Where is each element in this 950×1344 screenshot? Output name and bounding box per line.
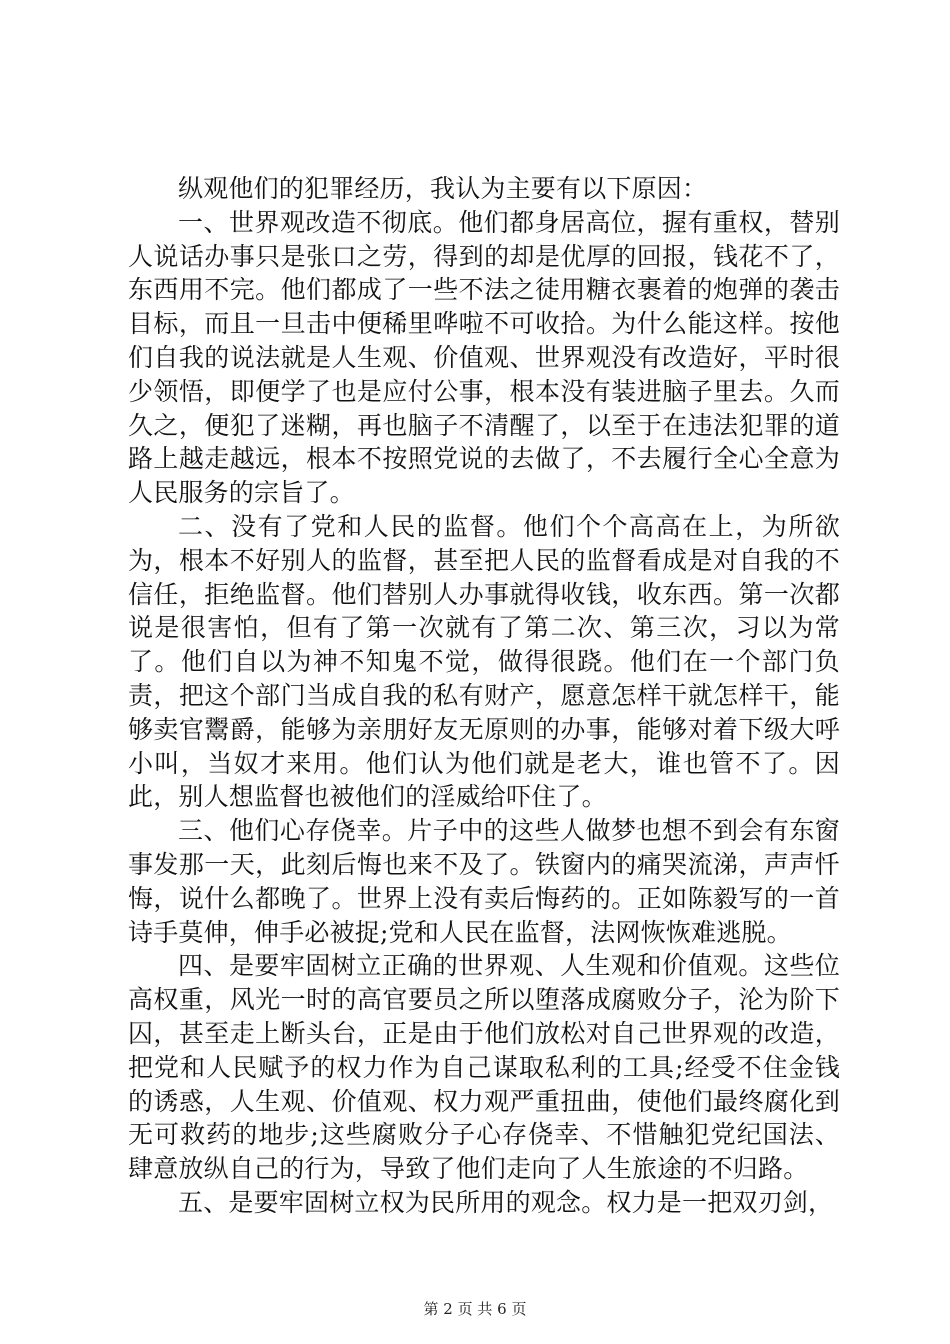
- page-number-footer: 第 2 页 共 6 页: [423, 1300, 527, 1318]
- document-body: [128, 172, 840, 1220]
- paragraph-intro: 纵观他们的犯罪经历，我认为主要有以下原因：: [178, 174, 708, 203]
- paragraph-point-4: 四、是要牢固树立正确的世界观、人生观和价值观。这些位高权重，风光一时的高官要员之所以堕落成腐败分子，沦为阶下囚，甚至走上断头台，正是由于他们放松对自己世界观的改造，把党和人民赋予的权力作为自己谋取私利的工具;经受不住金钱的诱惑，人生观、价值观、权力观严重扭曲，使他们最终腐化到无可救药的地步;这些腐败分子心存侥幸、不惜触犯党纪国法、肆意放纵自己的行为，导致了他们走向了人生旅途的不归路。: [128, 951, 840, 1184]
- paragraph-point-3: 三、他们心存侥幸。片子中的这些人做梦也想不到会有东窗事发那一天，此刻后悔也来不及了。铁窗内的痛哭流涕，声声忏悔，说什么都晚了。世界上没有卖后悔药的。正如陈毅写的一首诗手莫伸，伸手必被捉;党和人民在监督，法网恢恢难逃脱。: [128, 816, 840, 947]
- paragraph-point-1: 一、世界观改造不彻底。他们都身居高位，握有重权，替别人说话办事只是张口之劳，得到的却是优厚的回报，钱花不了，东西用不完。他们都成了一些不法之徒用糖衣裹着的炮弹的袭击目标，而且一旦击中便稀里哗啦不可收拾。为什么能这样。按他们自我的说法就是人生观、价值观、世界观没有改造好，平时很少领悟，即便学了也是应付公事，根本没有装进脑子里去。久而久之，便犯了迷糊，再也脑子不清醒了，以至于在违法犯罪的道路上越走越远，根本不按照党说的去做了，不去履行全心全意为人民服务的宗旨了。: [128, 207, 840, 508]
- paragraph-point-5: 五、是要牢固树立权为民所用的观念。权力是一把双刃剑，: [178, 1187, 834, 1217]
- paragraph-point-2: 二、没有了党和人民的监督。他们个个高高在上，为所欲为，根本不好别人的监督，甚至把人民的监督看成是对自我的不信任，拒绝监督。他们替别人办事就得收钱，收东西。第一次都说是很害怕，但有了第一次就有了第二次、第三次，习以为常了。他们自以为神不知鬼不觉，做得很跷。他们在一个部门负责，把这个部门当成自我的私有财产，愿意怎样干就怎样干，能够卖官鬻爵，能够为亲朋好友无原则的办事，能够对着下级大呼小叫，当奴才来用。他们认为他们就是老大，谁也管不了。因此，别人想监督也被他们的淫威给吓住了。: [128, 511, 840, 812]
